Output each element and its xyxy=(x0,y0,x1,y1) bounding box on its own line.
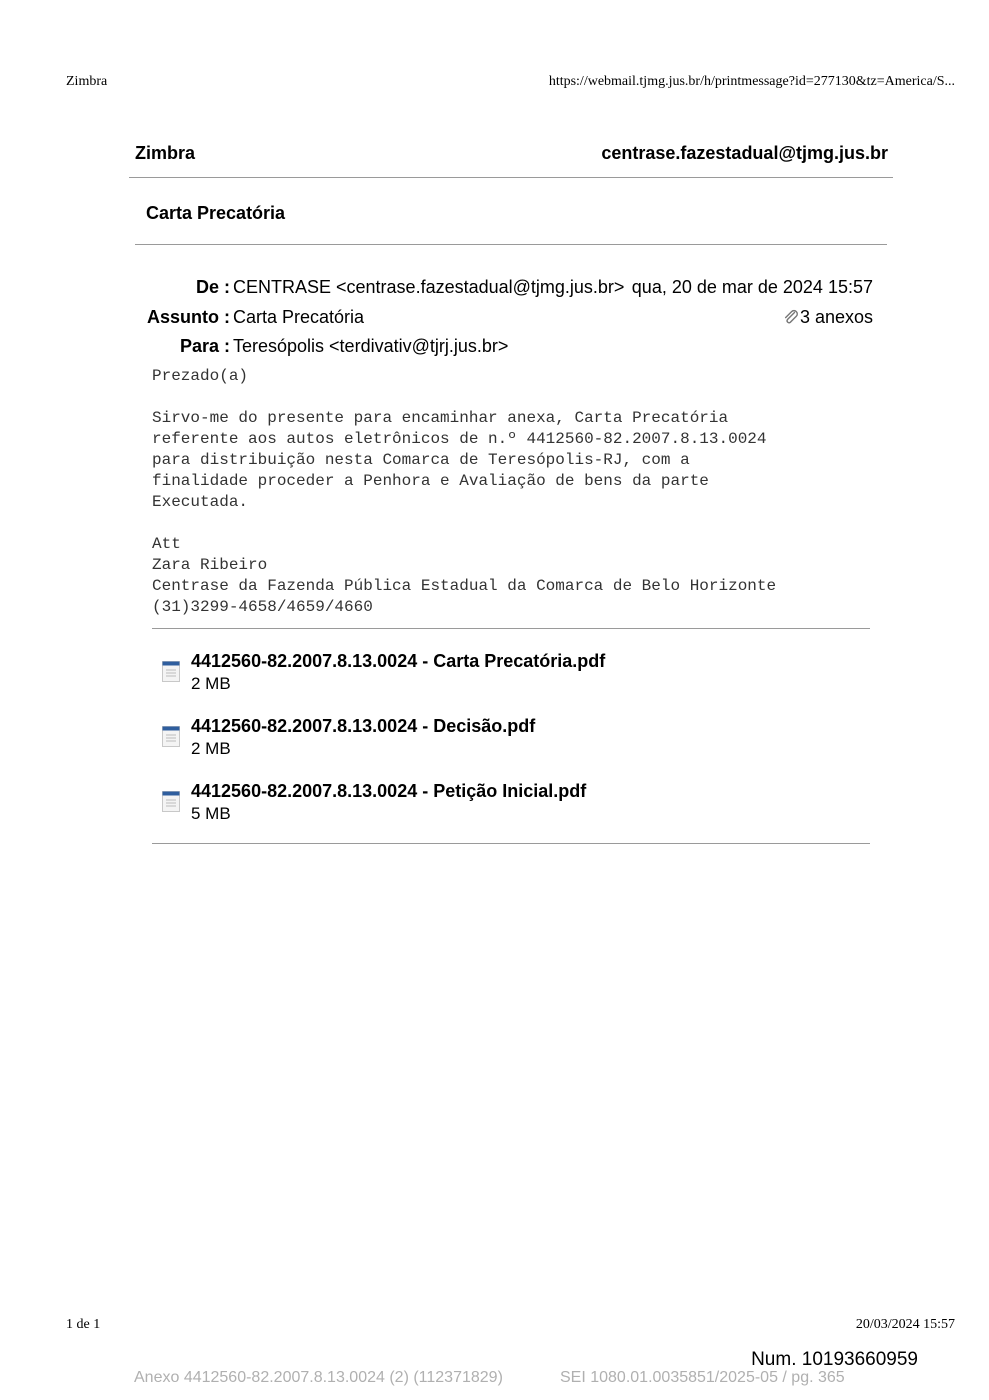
attachment-name[interactable]: 4412560-82.2007.8.13.0024 - Carta Precatória.pdf xyxy=(191,651,606,671)
attachments-count-label: 3 anexos xyxy=(799,307,873,327)
document-number: Num. 10193660959 xyxy=(751,1349,918,1370)
subject-title: Carta Precatória xyxy=(146,203,286,223)
from-label: De : xyxy=(195,277,230,297)
app-name: Zimbra xyxy=(135,143,196,163)
body-divider xyxy=(152,628,870,629)
attachment-item[interactable] xyxy=(162,651,862,697)
attachment-size: 2 MB xyxy=(191,674,231,693)
attachment-item[interactable] xyxy=(162,716,862,762)
sei-reference: SEI 1080.01.0035851/2025-05 / pg. 365 xyxy=(560,1369,845,1386)
attachment-size: 5 MB xyxy=(191,804,231,823)
annex-reference: Anexo 4412560-82.2007.8.13.0024 (2) (112371829) xyxy=(134,1369,503,1386)
print-timestamp: 20/03/2024 15:57 xyxy=(855,1317,955,1332)
subject-divider xyxy=(135,244,887,245)
message-date: qua, 20 de mar de 2024 15:57 xyxy=(631,277,873,297)
account-email: centrase.fazestadual@tjmg.jus.br xyxy=(601,143,888,163)
page-number: 1 de 1 xyxy=(66,1317,101,1332)
attachment-item[interactable] xyxy=(162,781,862,827)
from-value: CENTRASE <centrase.fazestadual@tjmg.jus.br> xyxy=(233,277,625,297)
attachment-name[interactable]: 4412560-82.2007.8.13.0024 - Petição Inicial.pdf xyxy=(191,781,587,801)
header-divider xyxy=(129,177,893,178)
attachments-count[interactable] xyxy=(783,307,873,328)
to-label: Para : xyxy=(179,336,230,356)
attachment-name[interactable]: 4412560-82.2007.8.13.0024 - Decisão.pdf xyxy=(191,716,536,736)
to-value: Teresópolis <terdivativ@tjrj.jus.br> xyxy=(233,336,509,356)
document-icon xyxy=(162,726,180,747)
message-body: Prezado(a) Sirvo-me do presente para encaminhar anexa, Carta Precatória referente aos autos eletrônicos de n.º 4412560-82.2007.8.13.0024 para distribuição nesta Comarca de Teresópolis-RJ, com a finalidade proceder a Penhora e Avaliação de bens da parte Executada. Att Zara Ribeiro Centrase da Fazenda Pública Estadual da Comarca de Belo Horizonte (31)3299-4658/4659/4660 xyxy=(152,367,777,616)
attachments-divider xyxy=(152,843,870,844)
paperclip-icon xyxy=(783,309,799,325)
document-icon xyxy=(162,791,180,812)
subject-label: Assunto : xyxy=(147,307,230,327)
print-header-url: https://webmail.tjmg.jus.br/h/printmessage?id=277130&tz=America/S... xyxy=(548,74,955,89)
subject-value: Carta Precatória xyxy=(233,307,365,327)
attachment-size: 2 MB xyxy=(191,739,231,758)
print-header-left: Zimbra xyxy=(66,74,108,89)
document-icon xyxy=(162,661,180,682)
